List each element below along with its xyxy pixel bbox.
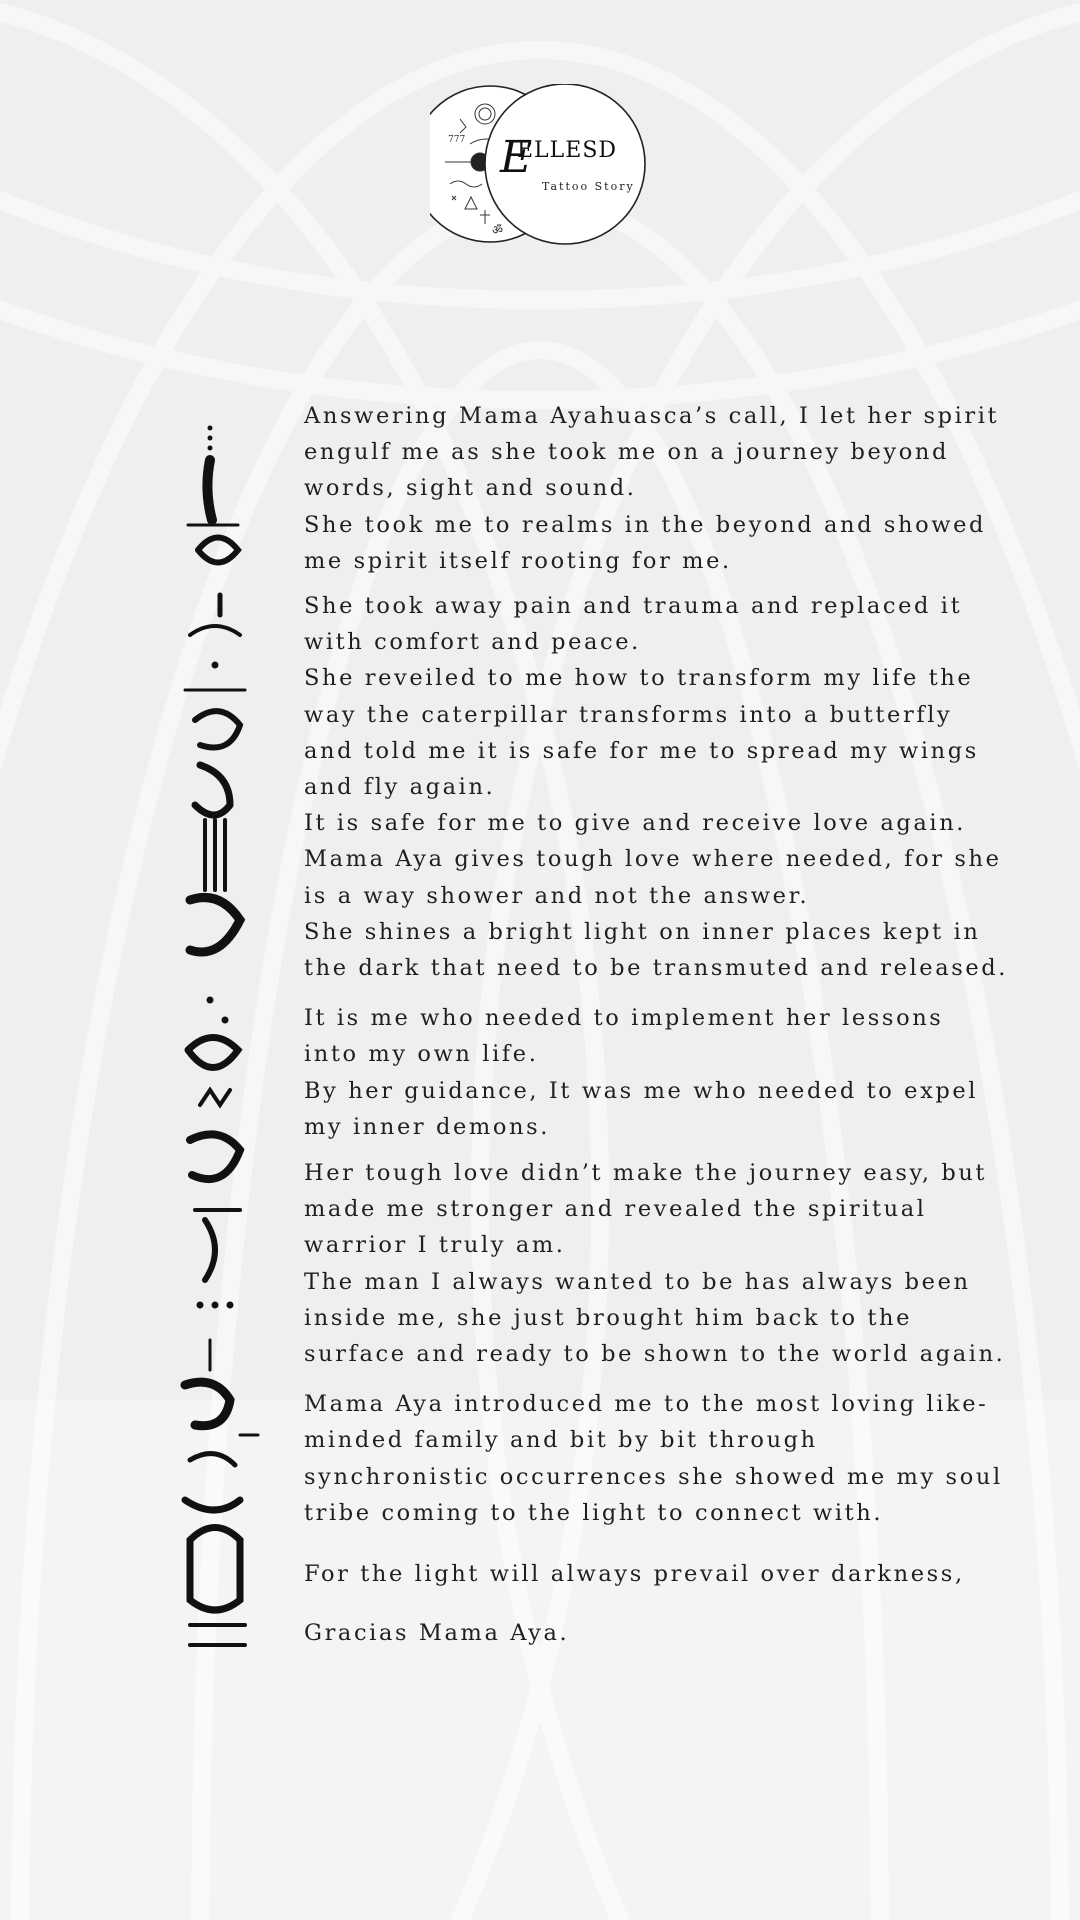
poem-line: tribe coming to the light to connect with. [304,1499,884,1526]
poem-line: synchronistic occurrences she showed me my soul [304,1463,1003,1490]
poem-line: She took me to realms in the beyond and showed [304,511,987,538]
poem-line: Mama Aya gives tough love where needed, for she [304,846,1002,873]
poem-line: For the light will always prevail over darkness, [304,1561,965,1588]
poem-line: It is safe for me to give and receive love again. [304,810,967,837]
poem-line: She reveiled to me how to transform my life the [304,665,974,692]
logo-wordmark: ELLESD [517,138,618,163]
logo-emblem [430,84,650,246]
poem-line: my inner demons. [304,1113,550,1140]
poem-line: is a way shower and not the answer. [304,882,810,909]
poem-paragraph-4 [304,1155,1004,1372]
poem-line: into my own life. [304,1041,539,1068]
poem-paragraph-6 [304,1556,1004,1592]
poem-line: and told me it is safe for me to spread my wings [304,737,979,764]
poem-line: me spirit itself rooting for me. [304,547,732,574]
poem [304,398,1009,1652]
poem-signoff [304,1615,1004,1651]
poem-line: Mama Aya introduced me to the most loving like- [304,1391,989,1418]
poem-line: made me stronger and revealed the spiritual [304,1196,927,1223]
poem-line: She shines a bright light on inner places kept in [304,918,981,945]
poem-paragraph-3 [304,1000,1004,1145]
poem-line: and fly again. [304,774,496,801]
poem-line: She took away pain and trauma and replaced it [304,593,963,620]
poem-line: Her tough love didn’t make the journey easy, but [304,1160,988,1187]
poem-line: inside me, she just brought him back to the [304,1304,913,1331]
svg-text:ॐ: ॐ [492,223,503,237]
poem-line: minded family and bit by bit through [304,1427,818,1454]
poem-line: The man I always wanted to be has always been [304,1268,971,1295]
poem-paragraph-2 [304,588,1009,986]
poem-line: with comfort and peace. [304,629,641,656]
poem-line: warrior I truly am. [304,1232,566,1259]
poem-line: Gracias Mama Aya. [304,1620,570,1647]
poem-line: It is me who needed to implement her lessons [304,1005,944,1032]
svg-text:E: E [500,132,533,183]
poem-paragraph-1 [304,398,1004,579]
poem-line: surface and ready to be shown to the world again. [304,1341,1006,1368]
poem-line: words, sight and sound. [304,475,637,502]
poem-line: By her guidance, It was me who needed to expel [304,1077,979,1104]
poem-paragraph-5 [304,1386,1004,1531]
svg-text:777: 777 [448,135,466,145]
vertical-script-ornament [170,420,265,1660]
poem-line: the dark that need to be transmuted and released. [304,955,1009,982]
poem-line: engulf me as she took me on a journey beyond [304,439,949,466]
poem-line: Answering Mama Ayahuasca’s call, I let her spirit [304,403,1000,429]
logo-tagline: Tattoo Story [542,180,635,193]
poem-line: way the caterpillar transforms into a butterfly [304,701,953,728]
